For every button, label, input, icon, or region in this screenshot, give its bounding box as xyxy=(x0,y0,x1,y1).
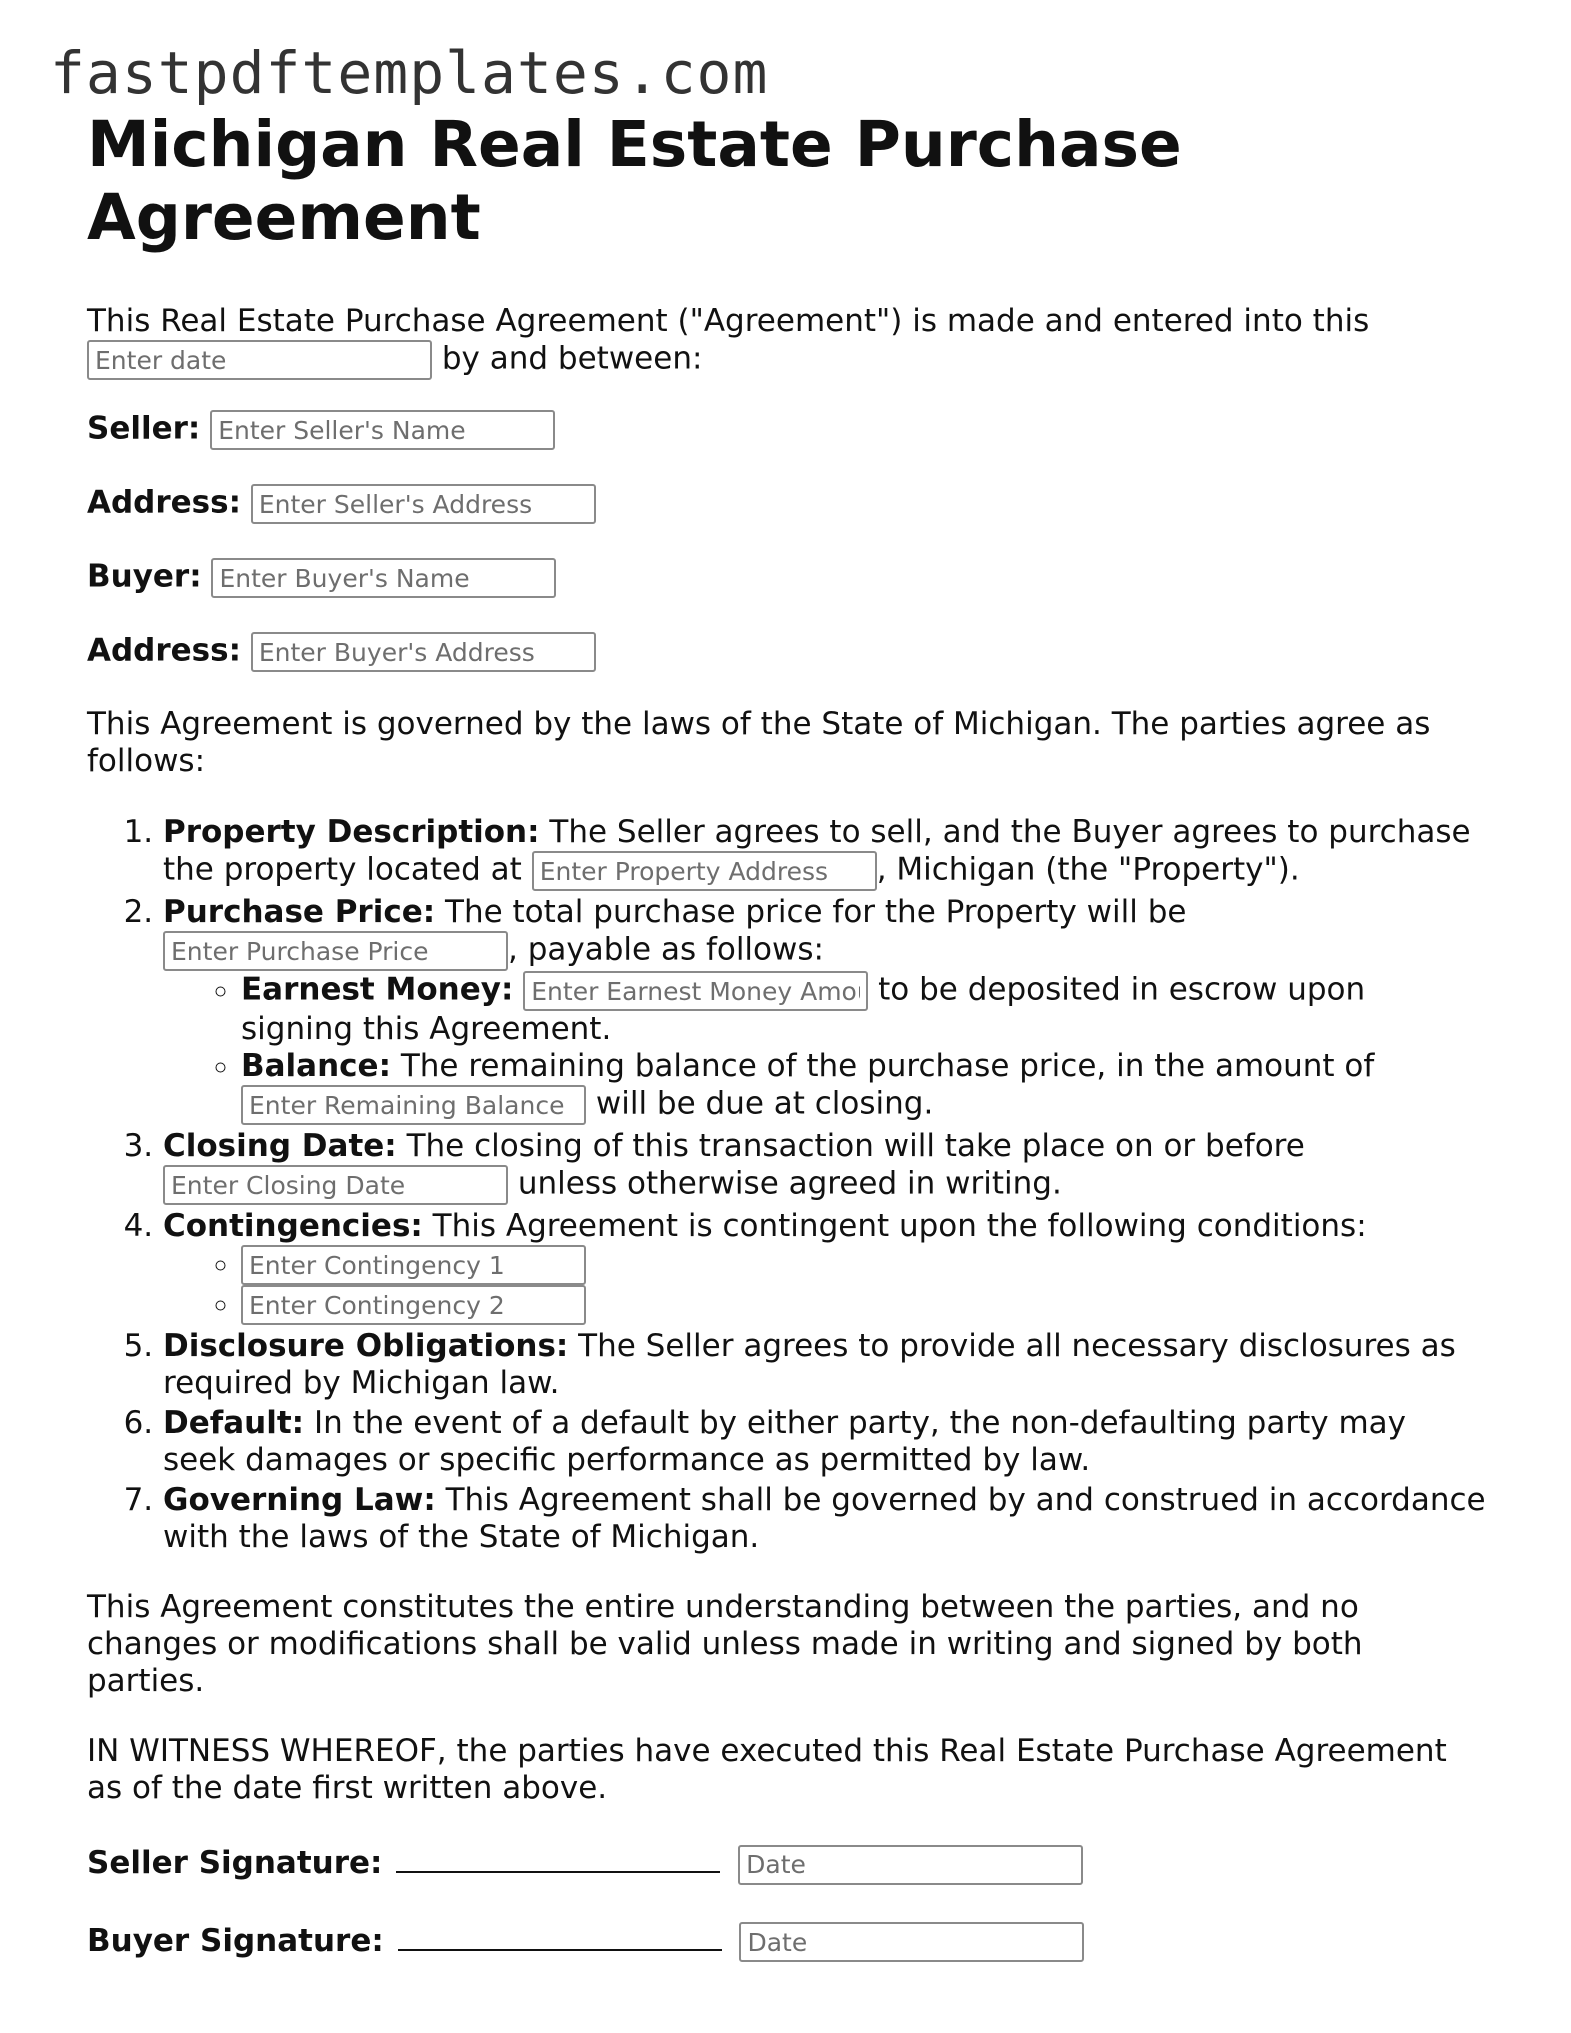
sub-text: The remaining balance of the purchase price, in the amount of xyxy=(400,1048,1375,1084)
agreement-page xyxy=(87,108,1487,1962)
contingency-2-input[interactable] xyxy=(241,1285,586,1325)
buyer-name-input[interactable] xyxy=(211,558,556,598)
buyer-date-input[interactable] xyxy=(739,1922,1084,1962)
clause-text: This Agreement is contingent upon the following conditions: xyxy=(432,1208,1367,1244)
clause-label: Contingencies: xyxy=(163,1208,423,1244)
contingency-1-input[interactable] xyxy=(241,1245,586,1285)
clause-text: The total purchase price for the Property will be xyxy=(445,894,1187,930)
clause-governing-law xyxy=(163,1482,1487,1556)
clause-property xyxy=(163,814,1487,891)
intro-paragraph xyxy=(87,303,1487,380)
seller-address-row xyxy=(87,484,1487,524)
earnest-money-item xyxy=(241,971,1487,1048)
clause-default xyxy=(163,1405,1487,1479)
clause-text: In the event of a default by either party, the non-defaulting party may seek damages or specific performance as permitted by law. xyxy=(163,1405,1406,1478)
buyer-signature-label: Buyer Signature: xyxy=(87,1922,384,1959)
buyer-address-input[interactable] xyxy=(251,632,596,672)
clause-label: Property Description: xyxy=(163,814,540,850)
clause-label: Default: xyxy=(163,1405,305,1441)
sub-text: will be due at closing. xyxy=(595,1085,934,1122)
intro-text-after: by and between: xyxy=(441,340,703,377)
clause-label: Purchase Price: xyxy=(163,894,436,930)
clause-price xyxy=(163,894,1487,1125)
clause-text: , payable as follows: xyxy=(508,931,824,968)
witness-paragraph: IN WITNESS WHEREOF, the parties have executed this Real Estate Purchase Agreement as of the date first written above. xyxy=(87,1733,1447,1806)
buyer-address-row xyxy=(87,632,1487,672)
page-title: Michigan Real Estate Purchase Agreement xyxy=(87,108,1182,254)
earnest-money-input[interactable] xyxy=(523,971,868,1011)
clause-closing xyxy=(163,1128,1487,1205)
buyer-row xyxy=(87,558,1487,598)
watermark: fastpdftemplates.com xyxy=(50,39,769,107)
agreement-date-input[interactable] xyxy=(87,340,432,380)
clause-text: The Seller agrees to provide all necessary disclosures as required by Michigan law. xyxy=(163,1328,1456,1401)
governed-paragraph: This Agreement is governed by the laws of the State of Michigan. The parties agree as follows: xyxy=(87,706,1431,779)
contingency-item xyxy=(241,1285,1487,1325)
entire-agreement-paragraph: This Agreement constitutes the entire understanding between the parties, and no changes or modifications shall be valid unless made in writing and signed by both parties. xyxy=(87,1589,1363,1699)
seller-signature-line[interactable] xyxy=(396,1841,720,1873)
seller-label: Seller: xyxy=(87,410,201,447)
clause-label: Closing Date: xyxy=(163,1128,397,1164)
buyer-signature-line[interactable] xyxy=(398,1919,722,1951)
clause-text: The closing of this transaction will take place on or before xyxy=(406,1128,1305,1164)
buyer-signature-row xyxy=(87,1919,1487,1963)
purchase-price-input[interactable] xyxy=(163,931,508,971)
contingency-sublist xyxy=(163,1245,1487,1325)
seller-row xyxy=(87,410,1487,450)
buyer-label: Buyer: xyxy=(87,558,202,595)
clause-text: This Agreement shall be governed by and construed in accordance with the laws of the State of Michigan. xyxy=(163,1482,1486,1555)
seller-date-input[interactable] xyxy=(738,1845,1083,1885)
closing-date-input[interactable] xyxy=(163,1165,508,1205)
payment-sublist xyxy=(163,971,1487,1125)
clause-text: The Seller agrees to sell, and the Buyer agrees to purchase the property located at xyxy=(163,814,1471,888)
sub-text: to be deposited in escrow upon signing this Agreement. xyxy=(241,971,1366,1047)
clause-text: , Michigan (the "Property"). xyxy=(876,851,1300,888)
clause-label: Governing Law: xyxy=(163,1482,436,1518)
balance-item xyxy=(241,1048,1487,1125)
buyer-address-label: Address: xyxy=(87,632,241,669)
clause-label: Disclosure Obligations: xyxy=(163,1328,569,1364)
clause-list xyxy=(87,814,1487,1556)
sub-label: Earnest Money: xyxy=(241,971,514,1008)
intro-text: This Real Estate Purchase Agreement ("Agreement") is made and entered into this xyxy=(87,303,1370,339)
seller-address-input[interactable] xyxy=(251,484,596,524)
seller-signature-row xyxy=(87,1841,1487,1885)
remaining-balance-input[interactable] xyxy=(241,1085,586,1125)
sub-label: Balance: xyxy=(241,1048,391,1084)
clause-disclosure xyxy=(163,1328,1487,1402)
property-address-input[interactable] xyxy=(532,851,877,891)
contingency-item xyxy=(241,1245,1487,1285)
seller-name-input[interactable] xyxy=(210,410,555,450)
seller-signature-label: Seller Signature: xyxy=(87,1845,383,1881)
seller-address-label: Address: xyxy=(87,484,241,521)
clause-contingencies xyxy=(163,1208,1487,1325)
clause-text: unless otherwise agreed in writing. xyxy=(517,1165,1062,1202)
